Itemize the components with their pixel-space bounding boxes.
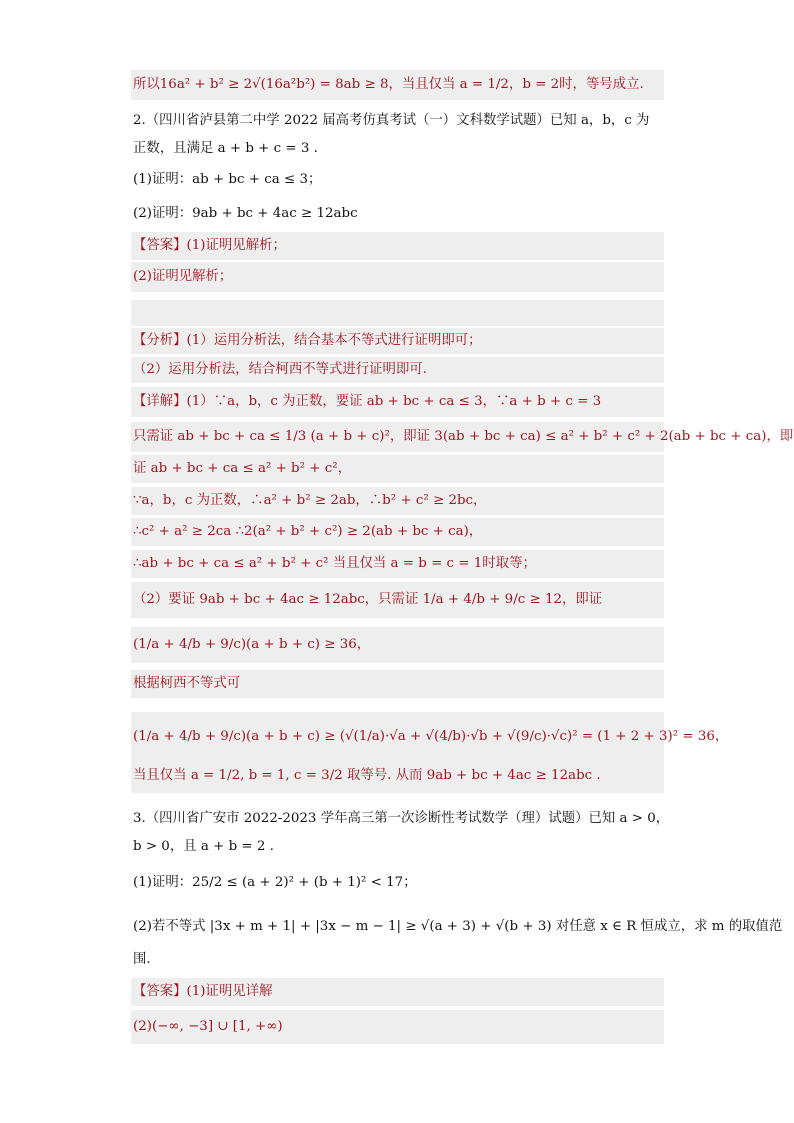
text-line-l16: ∴ab + bc + ca ≤ a² + b² + c² 当且仅当 a = b = c = 1时取等； bbox=[131, 550, 664, 578]
text-line-l8 bbox=[131, 300, 664, 326]
text-line-l2: 2.（四川省泸县第二中学 2022 届高考仿真考试（一）文科数学试题）已知 a，b，c 为 bbox=[133, 113, 650, 128]
text-line-l3: 正数，且满足 a + b + c = 3 . bbox=[133, 141, 318, 156]
text-line-l5: (2)证明：9ab + bc + 4ac ≥ 12abc bbox=[133, 206, 358, 221]
text-line-l19: 根据柯西不等式可 bbox=[131, 670, 664, 698]
text-line-l4: (1)证明：ab + bc + ca ≤ 3； bbox=[133, 172, 322, 187]
text-line-l28: (2)(−∞, −3] ∪ [1, +∞) bbox=[131, 1010, 664, 1044]
text-line-l27: 【答案】(1)证明见详解 bbox=[131, 978, 664, 1006]
text-line-l25: (2)若不等式 |3x + m + 1| + |3x − m − 1| ≥ √(a + 3) + √(b + 3) 对任意 x ∈ R 恒成立，求 m 的取值范 bbox=[133, 919, 783, 934]
text-line-l11: 【详解】(1）∵a，b，c 为正数，要证 ab + bc + ca ≤ 3，∵a + b + c = 3 bbox=[131, 387, 664, 417]
text-line-l10: （2）运用分析法，结合柯西不等式进行证明即可. bbox=[131, 357, 664, 383]
text-line-l26: 围. bbox=[133, 952, 151, 967]
text-line-l14: ∵a，b，c 为正数，∴a² + b² ≥ 2ab，∴b² + c² ≥ 2bc， bbox=[131, 487, 664, 515]
text-line-l1: 所以16a² + b² ≥ 2√(16a²b²) = 8ab ≥ 8，当且仅当 a = 1/2，b = 2时，等号成立. bbox=[131, 70, 664, 100]
text-line-l22: 3.（四川省广安市 2022-2023 学年高三第一次诊断性考试数学（理）试题）已知 a > 0， bbox=[133, 811, 670, 826]
text-line-l9: 【分析】(1）运用分析法，结合基本不等式进行证明即可； bbox=[131, 328, 664, 354]
text-line-l18: (1/a + 4/b + 9/c)(a + b + c) ≥ 36， bbox=[131, 627, 664, 663]
text-line-l17: （2）要证 9ab + bc + 4ac ≥ 12abc，只需证 1/a + 4/b + 9/c ≥ 12，即证 bbox=[131, 582, 664, 618]
text-line-l12: 只需证 ab + bc + ca ≤ 1/3 (a + b + c)²，即证 3(ab + bc + ca) ≤ a² + b² + c² + 2(ab + bc + ca)，即 bbox=[131, 422, 664, 452]
text-line-l6: 【答案】(1)证明见解析； bbox=[131, 232, 664, 260]
text-line-l13: 证 ab + bc + ca ≤ a² + b² + c²， bbox=[131, 455, 664, 483]
text-line-l23: b > 0，且 a + b = 2 . bbox=[133, 839, 274, 854]
text-line-l20: (1/a + 4/b + 9/c)(a + b + c) ≥ (√(1/a)·√a + √(4/b)·√b + √(9/c)·√c)² = (1 + 2 + 3)² = 36， bbox=[131, 712, 664, 762]
text-line-l21: 当且仅当 a = 1/2, b = 1, c = 3/2 取等号. 从而 9ab + bc + 4ac ≥ 12abc . bbox=[131, 759, 664, 793]
text-line-l7: (2)证明见解析； bbox=[131, 262, 664, 292]
text-line-l24: (1)证明：25/2 ≤ (a + 2)² + (b + 1)² < 17； bbox=[133, 875, 417, 890]
text-line-l15: ∴c² + a² ≥ 2ca ∴2(a² + b² + c²) ≥ 2(ab + bc + ca)， bbox=[131, 518, 664, 546]
